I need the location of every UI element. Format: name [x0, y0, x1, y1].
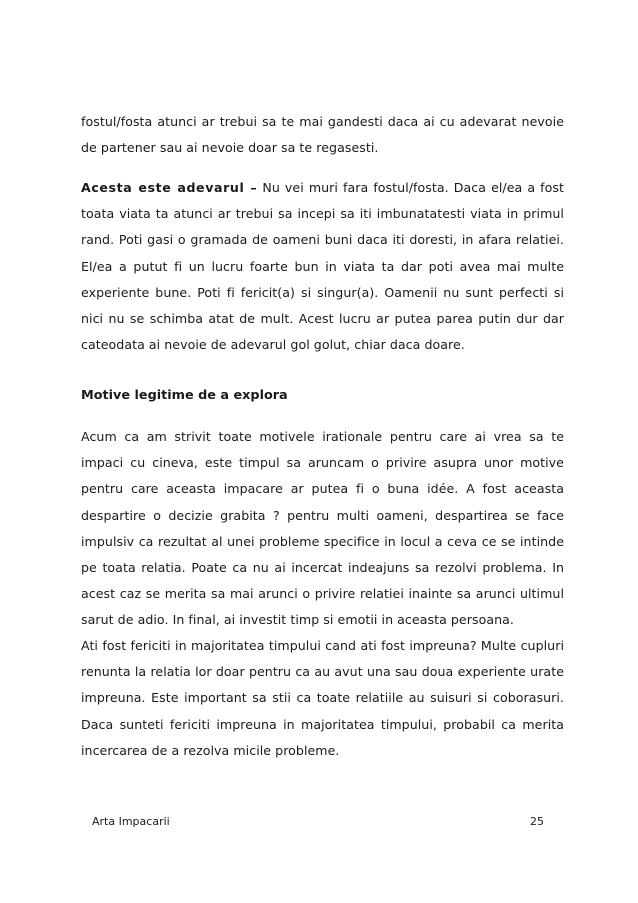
paragraph-continuation: fostul/fosta atunci ar trebui sa te mai gandesti daca ai cu adevarat nevoie de partener sau ai nevoie doar sa te regasesti. — [81, 114, 564, 156]
paragraph-happiness: Ati fost fericiti in majoritatea timpului cand ati fost impreuna? Multe cupluri renunta la relatia lor doar pentru ca au avut una sau doua experiente urate impreuna. Este important sa stii ca toate relatiile au suisuri si coborasuri. Daca sunteti fericiti impreuna in majoritatea timpului, probabil ca merita incercarea de a rezolva micile probleme. — [81, 638, 564, 758]
paragraph-lead-phrase: Acesta este adevarul – — [81, 180, 258, 195]
paragraph-truth — [81, 175, 564, 358]
paragraph-truth-body: Nu vei muri fara fostul/fosta. Daca el/ea a fost toata viata ta atunci ar trebui sa incepi sa iti imbunatatesti viata in primul rand. Poti gasi o gramada de oameni buni daca iti doresti, in afara relatiei. El/ea a putut fi un lucru foarte bun in viata ta dar poti avea mai multe experiente bune. Poti fi fericit(a) si singur(a). Oamenii nu sunt perfecti si nici nu se schimba atat de mult. Acest lucru ar putea parea putin dur dar cateodata ai nevoie de adevarul gol golut, chiar daca doare. — [81, 180, 564, 353]
footer-book-title: Arta Impacarii — [92, 815, 170, 828]
footer-page-number: 25 — [530, 815, 544, 828]
paragraph-reasons: Acum ca am strivit toate motivele irationale pentru care ai vrea sa te impaci cu cineva, este timpul sa aruncam o privire asupra unor motive pentru care aceasta impacare ar putea fi o buna idée. A fost aceasta despartire o decizie grabita ? pentru multi oameni, despartirea se face impulsiv ca rezultat al unei probleme specifice in locul a ceva ce se intinde pe toata relatia. Poate ca nu ai incercat indeajuns sa rezolvi problema. In acest caz se merita sa mai arunci o privire relatiei inainte sa arunci ultimul sarut de adio. In final, ai investit timp si emotii in aceasta persoana. — [81, 429, 564, 628]
section-heading: Motive legitime de a explora — [81, 388, 288, 403]
